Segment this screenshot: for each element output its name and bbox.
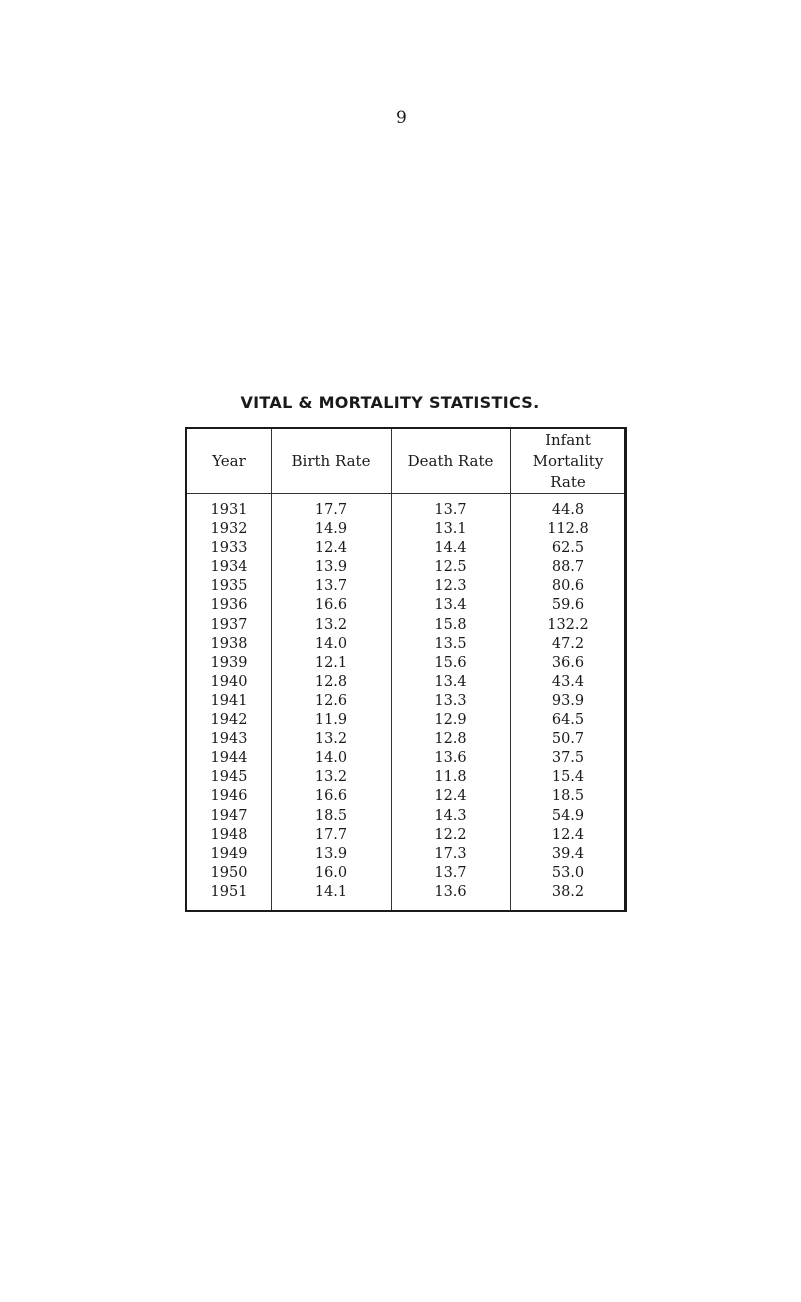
cell-year: 1944 (210, 750, 248, 767)
cell-birth-rate: 16.6 (314, 597, 348, 614)
cell-birth-rate: 14.9 (314, 521, 348, 538)
cell-infant-mortality-rate: 62.5 (551, 540, 585, 557)
cell-year: 1945 (210, 769, 248, 786)
cell-infant-mortality-rate: 37.5 (551, 750, 585, 767)
cell-infant-mortality-rate: 50.7 (551, 731, 585, 748)
cell-death-rate: 13.1 (434, 521, 467, 538)
table-row (187, 596, 624, 615)
page-number: 9 (396, 108, 407, 128)
cell-death-rate: 13.4 (434, 597, 467, 614)
table-row (187, 787, 624, 806)
cell-year: 1939 (210, 654, 248, 671)
cell-birth-rate: 13.2 (314, 769, 348, 786)
cell-infant-mortality-rate: 59.6 (551, 597, 585, 614)
cell-birth-rate: 11.9 (314, 712, 348, 729)
cell-infant-mortality-rate: 15.4 (551, 769, 585, 786)
page-title: VITAL & MORTALITY STATISTICS. (240, 393, 540, 412)
cell-death-rate: 12.3 (434, 578, 467, 595)
cell-birth-rate: 12.4 (314, 540, 348, 557)
cell-year: 1941 (210, 692, 248, 709)
cell-birth-rate: 13.9 (314, 845, 348, 862)
cell-year: 1946 (210, 788, 248, 805)
table-row (187, 577, 624, 596)
header-divider (187, 493, 624, 494)
cell-infant-mortality-rate: 112.8 (547, 521, 589, 538)
cell-birth-rate: 14.0 (314, 750, 348, 767)
cell-infant-mortality-rate: 54.9 (551, 807, 585, 824)
cell-year: 1942 (210, 712, 248, 729)
table-row (187, 749, 624, 768)
cell-death-rate: 13.6 (434, 750, 467, 767)
cell-year: 1951 (210, 883, 248, 900)
cell-birth-rate: 12.1 (314, 654, 348, 671)
header-infant-mortality-rate (510, 429, 626, 493)
table-row (187, 864, 624, 883)
table-row (187, 635, 624, 654)
table-row (187, 692, 624, 711)
table-row (187, 558, 624, 577)
cell-death-rate: 14.4 (434, 540, 467, 557)
cell-infant-mortality-rate: 38.2 (551, 883, 585, 900)
cell-birth-rate: 14.1 (314, 883, 348, 900)
cell-death-rate: 12.2 (434, 826, 467, 843)
table-row (187, 539, 624, 558)
table-row (187, 501, 624, 520)
header-infant-line-1: Infant (545, 430, 591, 449)
cell-year: 1947 (210, 807, 248, 824)
cell-year: 1950 (210, 864, 248, 881)
table-row (187, 711, 624, 730)
cell-year: 1948 (210, 826, 248, 843)
table-row (187, 845, 624, 864)
cell-year: 1932 (210, 521, 248, 538)
cell-infant-mortality-rate: 88.7 (551, 559, 585, 576)
cell-year: 1934 (210, 559, 248, 576)
cell-death-rate: 12.8 (434, 731, 467, 748)
cell-death-rate: 15.8 (434, 616, 467, 633)
cell-death-rate: 13.3 (434, 692, 467, 709)
cell-birth-rate: 17.7 (314, 502, 348, 518)
cell-infant-mortality-rate: 53.0 (551, 864, 585, 881)
cell-birth-rate: 12.6 (314, 692, 348, 709)
cell-year: 1936 (210, 597, 248, 614)
cell-infant-mortality-rate: 39.4 (551, 845, 585, 862)
table-row (187, 616, 624, 635)
cell-birth-rate: 13.9 (314, 559, 348, 576)
cell-death-rate: 12.9 (434, 712, 467, 729)
cell-birth-rate: 12.8 (314, 673, 348, 690)
cell-year: 1937 (210, 616, 248, 633)
table-row (187, 826, 624, 845)
cell-birth-rate: 16.6 (314, 788, 348, 805)
cell-death-rate: 15.6 (434, 654, 467, 671)
cell-birth-rate: 17.7 (314, 826, 348, 843)
cell-infant-mortality-rate: 80.6 (551, 578, 585, 595)
cell-death-rate: 13.7 (434, 864, 467, 881)
table-row (187, 883, 624, 902)
cell-death-rate: 13.5 (434, 635, 467, 652)
cell-birth-rate: 18.5 (314, 807, 348, 824)
cell-year: 1931 (210, 502, 248, 518)
cell-death-rate: 13.4 (434, 673, 467, 690)
cell-infant-mortality-rate: 43.4 (551, 673, 585, 690)
cell-birth-rate: 13.7 (314, 578, 348, 595)
cell-infant-mortality-rate: 18.5 (551, 788, 585, 805)
cell-death-rate: 13.6 (434, 883, 467, 900)
table-row (187, 654, 624, 673)
cell-infant-mortality-rate: 44.8 (551, 502, 585, 518)
table-row (187, 768, 624, 787)
cell-infant-mortality-rate: 12.4 (551, 826, 585, 843)
header-infant-line-2: Mortality (532, 451, 604, 470)
header-infant-line-3: Rate (550, 472, 586, 491)
statistics-table (185, 427, 627, 912)
table-row (187, 673, 624, 692)
cell-death-rate: 14.3 (434, 807, 467, 824)
header-death-rate: Death Rate (407, 451, 494, 470)
cell-birth-rate: 14.0 (314, 635, 348, 652)
cell-year: 1943 (210, 731, 248, 748)
header-birth-rate: Birth Rate (291, 451, 371, 470)
cell-birth-rate: 13.2 (314, 731, 348, 748)
table-row (187, 807, 624, 826)
cell-year: 1935 (210, 578, 248, 595)
cell-infant-mortality-rate: 64.5 (551, 712, 585, 729)
cell-infant-mortality-rate: 93.9 (551, 692, 585, 709)
cell-infant-mortality-rate: 47.2 (551, 635, 585, 652)
cell-year: 1938 (210, 635, 248, 652)
cell-year: 1940 (210, 673, 248, 690)
cell-infant-mortality-rate: 132.2 (547, 616, 589, 633)
cell-death-rate: 12.4 (434, 788, 467, 805)
cell-birth-rate: 13.2 (314, 616, 348, 633)
cell-death-rate: 13.7 (434, 502, 467, 518)
cell-birth-rate: 16.0 (314, 864, 348, 881)
cell-death-rate: 12.5 (434, 559, 467, 576)
cell-infant-mortality-rate: 36.6 (551, 654, 585, 671)
cell-death-rate: 17.3 (434, 845, 467, 862)
table-body (187, 501, 624, 902)
table-row (187, 520, 624, 539)
table-row (187, 730, 624, 749)
cell-year: 1933 (210, 540, 248, 557)
cell-death-rate: 11.8 (434, 769, 467, 786)
cell-year: 1949 (210, 845, 248, 862)
header-year: Year (212, 451, 246, 470)
